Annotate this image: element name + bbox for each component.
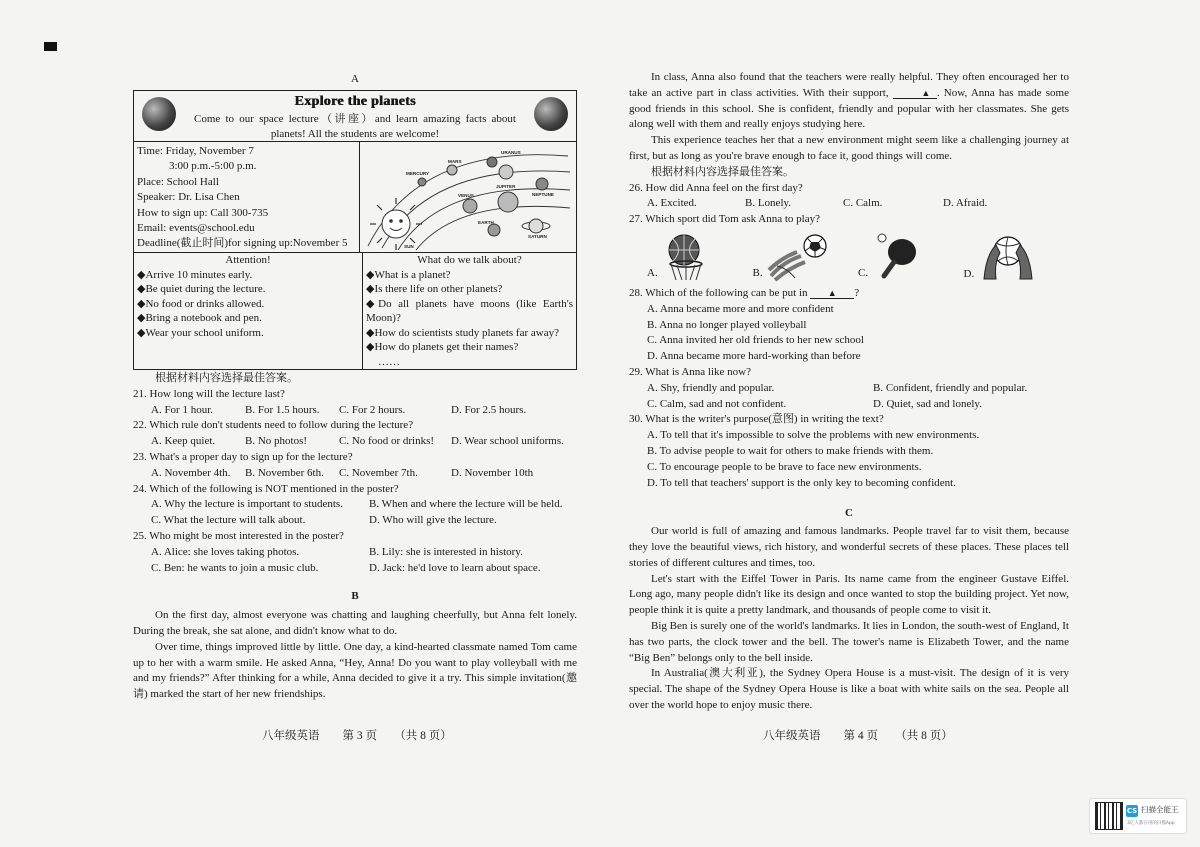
question-24: [133, 482, 577, 529]
poster-subtitle: Come to our space lecture（讲座）and learn amazing facts about planets! All the students are welcome!: [194, 112, 516, 140]
option-label: B.: [752, 267, 763, 280]
question-text: 25. Who might be most interested in the poster?: [133, 529, 344, 542]
option-basketball: [647, 232, 753, 282]
option-ping-pong: [858, 232, 964, 282]
option: B. Confident, friendly and popular.: [873, 381, 1028, 394]
info-speaker: Speaker: Dr. Lisa Chen: [137, 191, 240, 204]
question-text: 21. How long will the lecture last?: [133, 387, 285, 400]
option: A. Shy, friendly and popular.: [647, 381, 775, 394]
page-4: [629, 70, 1069, 714]
question-text-part: ?: [854, 286, 860, 299]
option: D. Who will give the lecture.: [369, 514, 497, 527]
info-deadline: Deadline(截止时间)for signing up:November 5: [137, 237, 348, 250]
option: D. November 10th: [451, 466, 534, 479]
topic-item: ◆Do all planets have moons (like Earth's Moon)?: [366, 297, 573, 324]
volleyball-icon: [978, 231, 1034, 283]
topic-item: ◆How do scientists study planets far away?: [366, 326, 559, 339]
question-30: [629, 412, 1069, 491]
info-signup: How to sign up: Call 300-735: [137, 206, 269, 219]
globe-icon: [142, 97, 176, 131]
question-text: 27. Which sport did Tom ask Anna to play?: [629, 213, 820, 226]
option: C. No food or drinks!: [339, 435, 435, 448]
scanner-watermark: [1089, 798, 1187, 834]
info-time: Time: Friday, November 7: [137, 145, 254, 157]
option: D. Jack: he'd love to learn about space.: [369, 561, 541, 574]
label-saturn: SATURN: [528, 234, 547, 239]
passage-c-paragraph: Big Ben is surely one of the world's landmarks. It lies in London, the south-west of England, It has two parts, the clock tower and the bell. The tower's name is Elizabeth Tower, and the name “Big Ben” belongs only to the bell inside.: [629, 619, 1069, 664]
label-sun: SUN: [404, 244, 414, 249]
label-uranus: URANUS: [501, 150, 521, 155]
option: A. Excited.: [647, 197, 697, 210]
option: D. Anna became more hard-working than before: [647, 350, 861, 363]
attention-list: [134, 253, 363, 369]
option: B. Lonely.: [745, 197, 792, 210]
option: D. To tell that teachers' support is the only key to becoming confident.: [647, 476, 956, 489]
label-venus: VENUS: [458, 193, 474, 198]
question-25: [133, 529, 577, 576]
passage-b-paragraph: On the first day, almost everyone was chatting and laughing cheerfully, but Anna felt lonely. During the break, she sat alone, and didn't know what to do.: [133, 609, 577, 637]
option: C. Anna invited her old friends to her new school: [647, 334, 864, 347]
label-mars: MARS: [448, 159, 462, 164]
section-b-heading: B: [351, 590, 359, 603]
question-text: 26. How did Anna feel on the first day?: [629, 181, 803, 194]
option: C. Ben: he wants to join a music club.: [151, 561, 319, 574]
section-c-heading: C: [845, 507, 853, 520]
option: C. What the lecture will talk about.: [151, 514, 306, 527]
option: B. When and where the lecture will be held.: [369, 498, 563, 511]
attention-item: ◆Bring a notebook and pen.: [137, 312, 262, 324]
option: A. November 4th.: [151, 466, 231, 479]
topics-list: [363, 253, 576, 369]
solar-system-drawing: [360, 142, 576, 252]
option: A. Why the lecture is important to students.: [151, 498, 343, 511]
label-earth: EARTH: [478, 220, 494, 225]
info-email: Email: events@school.edu: [137, 222, 255, 235]
lecture-poster: [133, 90, 577, 370]
option-label: D.: [963, 268, 975, 281]
camscanner-logo-icon: CS: [1126, 807, 1138, 815]
info-hours: 3:00 p.m.-5:00 p.m.: [169, 160, 257, 173]
question-21: [133, 387, 577, 419]
question-23: [133, 450, 577, 482]
instruction-a: 根据材料内容选择最佳答案。: [155, 372, 298, 384]
topics-title: What do we talk about?: [417, 254, 522, 266]
option: C. Calm, sad and not confident.: [647, 397, 787, 410]
corner-mark: [44, 42, 57, 51]
option: B. No photos!: [245, 435, 308, 448]
blank-reference: ▲: [810, 288, 854, 299]
instruction-b: 根据材料内容选择最佳答案。: [651, 165, 794, 178]
scanner-app-name: 扫描全能王: [1141, 805, 1179, 814]
section-a-heading: A: [351, 73, 359, 85]
attention-item: ◆Arrive 10 minutes early.: [137, 268, 253, 281]
option-football: [753, 232, 859, 282]
option: B. To advise people to wait for others to make friends with them.: [647, 444, 934, 457]
basketball-icon: [662, 232, 714, 282]
poster-info: [134, 142, 360, 252]
option: A. To tell that it's impossible to solve the problems with new environments.: [647, 429, 980, 442]
option: B. November 6th.: [245, 466, 324, 479]
attention-item: ◆Wear your school uniform.: [137, 326, 264, 339]
option: A. For 1 hour.: [151, 403, 214, 416]
option-label: C.: [858, 267, 869, 280]
question-22: [133, 418, 577, 450]
poster-details: [134, 142, 576, 253]
attention-item: ◆No food or drinks allowed.: [137, 297, 265, 310]
page-3-footer: 八年级英语 第 3 页 （共 8 页）: [262, 730, 452, 742]
option-label: A.: [647, 267, 658, 280]
option: D. For 2.5 hours.: [451, 403, 527, 416]
question-text: 22. Which rule don't students need to follow during the lecture?: [133, 419, 414, 432]
blank-28: ▲: [893, 88, 937, 99]
question-text: 24. Which of the following is NOT mentioned in the poster?: [133, 482, 399, 495]
poster-header: [134, 91, 576, 142]
attention-title: Attention!: [225, 254, 271, 266]
ping-pong-paddle-icon: [872, 232, 922, 282]
option: C. Calm.: [843, 197, 883, 210]
question-text: 23. What's a proper day to sign up for the lecture?: [133, 450, 353, 463]
question-text-part: 28. Which of the following can be put in: [629, 286, 808, 299]
question-29: [629, 365, 1069, 412]
poster-lists: [134, 253, 576, 369]
qr-code-icon: [1095, 802, 1123, 830]
globe-icon: [534, 97, 568, 131]
option-volleyball: [964, 231, 1070, 283]
option: C. To encourage people to be brave to face new environments.: [647, 460, 922, 473]
passage-c-paragraph: Let's start with the Eiffel Tower in Paris. Its name came from the engineer Gustave Eiffel. Long ago, many people didn't like its design and once wanted to stop the building project. Yet now, people think it is quite a pretty landmark, and thousands of people come to visit it.: [629, 572, 1069, 617]
question-26: [629, 181, 1069, 213]
option: B. Anna no longer played volleyball: [647, 318, 807, 331]
option: A. Anna became more and more confident: [647, 302, 834, 315]
passage-b-paragraph: Over time, things improved little by little. One day, a kind-hearted classmate named Tom came up to her with a warm smile. He asked Anna, “Hey, Anna! Do you want to play volleyball with me and my friends?” After thinking for a while, Anna decided to give it a try. This simple invitation(邀请) marked the start of her new friendships.: [133, 640, 577, 701]
topic-item: ◆How do planets get their names?: [366, 341, 519, 353]
passage-c-paragraph: In Australia(澳大利亚), the Sydney Opera House is a must-visit. The design of it is very special. The shape of the Sydney Opera House is like a boat with white sails on the sea. People all over the world hope to enjoy music there.: [629, 667, 1069, 711]
topic-item: ◆Is there life on other planets?: [366, 283, 503, 295]
sport-options: [629, 228, 1069, 286]
page-3: [133, 70, 577, 703]
question-text: 29. What is Anna like now?: [629, 365, 751, 378]
option: D. Quiet, sad and lonely.: [873, 397, 982, 410]
question-27: [629, 212, 1069, 286]
info-place: Place: School Hall: [137, 175, 219, 188]
topic-item: ◆What is a planet?: [366, 268, 451, 281]
passage-c-paragraph: Our world is full of amazing and famous landmarks. People travel far to visit them, because they love the beautiful views, rich history, and wonderful secrets of these places. These places tell stories of different cultures and times, too.: [629, 525, 1069, 569]
passage-text: In class, Anna also found that the teachers were really helpful. They often encouraged her to take an active part in class activities. With their support,: [629, 71, 1069, 99]
label-neptune: NEPTUNE: [532, 192, 554, 197]
option: B. Lily: she is interested in history.: [369, 545, 523, 558]
passage-text: . Now, Anna has made some good friends in this school. She is confident, friendly and popular with her classmates. She gets along well with them and really enjoys studying here.: [629, 86, 1069, 131]
label-jupiter: JUPITER: [496, 184, 516, 189]
question-text: [629, 286, 1069, 302]
option: D. Wear school uniforms.: [451, 435, 564, 448]
page-4-footer: 八年级英语 第 4 页 （共 8 页）: [763, 730, 953, 742]
passage-b-paragraph: This experience teaches her that a new environment might seem like a challenging journey at first, but as long as you're brave enough to face it, good things will come.: [629, 134, 1069, 162]
option: D. Afraid.: [943, 197, 988, 210]
option: A. Alice: she loves taking photos.: [151, 545, 300, 558]
option: C. November 7th.: [339, 466, 418, 479]
label-mercury: MERCURY: [406, 171, 430, 176]
option: C. For 2 hours.: [339, 403, 406, 416]
solar-system-illustration: [360, 142, 576, 252]
question-text: 30. What is the writer's purpose(意图) in writing the text?: [629, 413, 884, 426]
topic-item: ……: [378, 355, 400, 368]
option: B. For 1.5 hours.: [245, 403, 320, 416]
poster-title: Explore the planets: [294, 94, 416, 109]
attention-item: ◆Be quiet during the lecture.: [137, 283, 266, 295]
football-icon: [767, 232, 831, 282]
question-28: [629, 286, 1069, 365]
scanner-tagline: 3亿人都在用的扫描App: [1127, 821, 1175, 826]
passage-b-paragraph: [629, 70, 1069, 133]
option: A. Keep quiet.: [151, 435, 216, 448]
